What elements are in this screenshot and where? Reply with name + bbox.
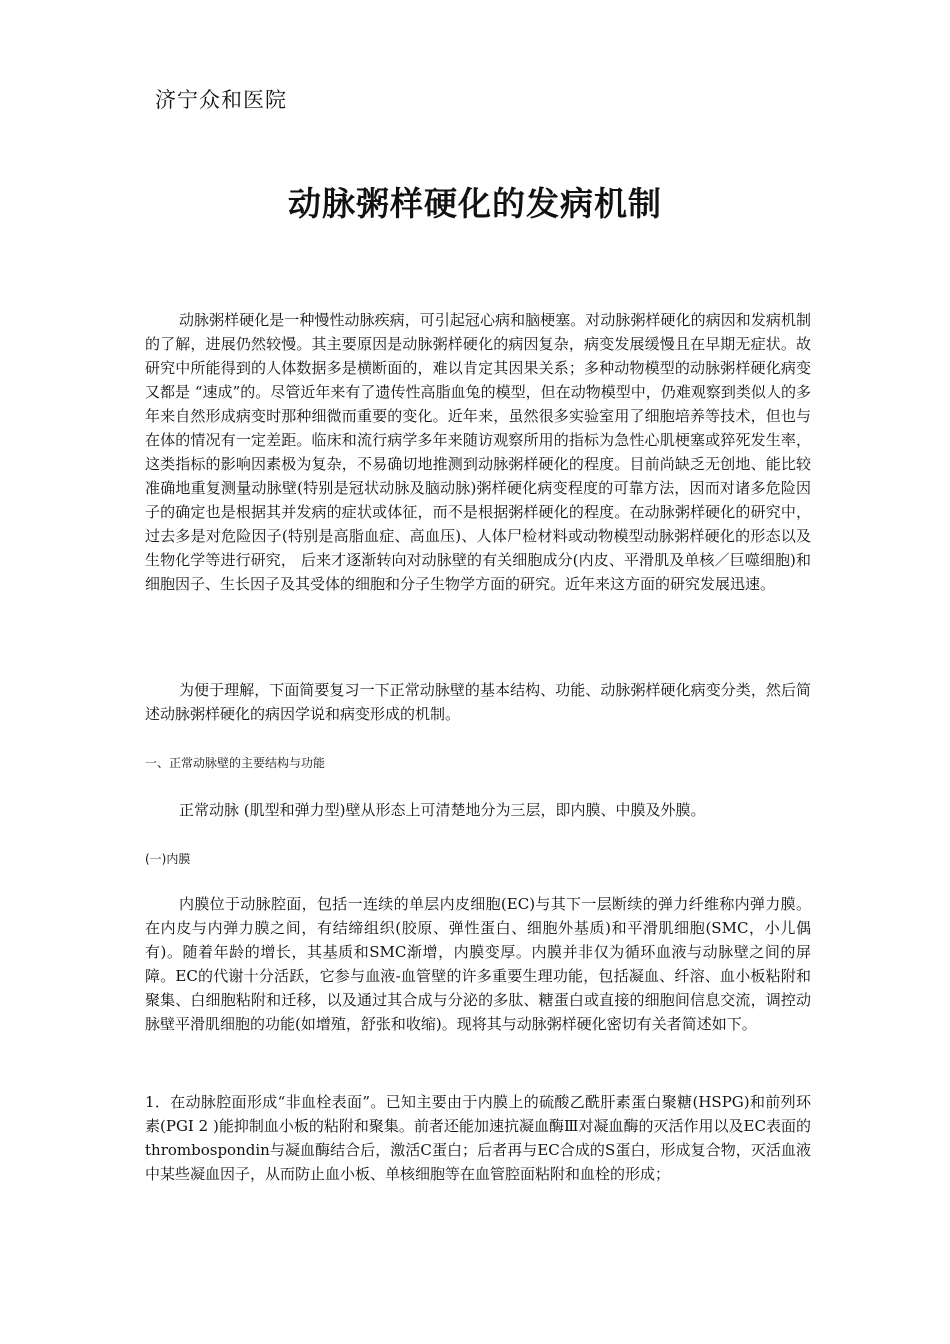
page-title: 动脉粥样硬化的发病机制 <box>288 184 662 223</box>
hospital-name: 济宁众和医院 <box>155 88 287 112</box>
overview-paragraph: 为便于理解，下面简要复习一下正常动脉壁的基本结构、功能、动脉粥样硬化病变分类，然后简述动脉粥样硬化的病因学说和病变形成的机制。 <box>145 681 811 723</box>
intima-paragraph: 内膜位于动脉腔面，包括一连续的单层内皮细胞(EC)与其下一层断续的弹力纤维称内弹力膜。在内皮与内弹力膜之间，有结缔组织(胶原、弹性蛋白、细胞外基质)和平滑肌细胞(SMC，小儿偶有)。随着年龄的增长，其基质和SMC渐增，内膜变厚。内膜并非仅为循环血液与动脉壁之间的屏障。EC的代谢十分活跃，它参与血液-血管壁的许多重要生理功能，包括凝血、纤溶、血小板粘附和聚集、白细胞粘附和迁移，以及通过其合成与分泌的多肽、糖蛋白或直接的细胞间信息交流，调控动脉壁平滑肌细胞的功能(如增殖，舒张和收缩)。现将其与动脉粥样硬化密切有关者简述如下。 <box>145 895 811 1033</box>
intro-paragraph: 动脉粥样硬化是一种慢性动脉疾病，可引起冠心病和脑梗塞。对动脉粥样硬化的病因和发病机制的了解，进展仍然较慢。其主要原因是动脉粥样硬化的病因复杂，病变发展缓慢且在早期无症状。故研究中所能得到的人体数据多是横断面的，难以肯定其因果关系；多种动物模型的动脉粥样硬化病变又都是 “速成”的。尽管近年来有了遗传性高脂血兔的模型，但在动物模型中，仍难观察到类似人的多年来自然形成病变时那种细微而重要的变化。近年来，虽然很多实验室用了细胞培养等技术，但也与在体的情况有一定差距。临床和流行病学多年来随访观察所用的指标为急性心肌梗塞或猝死发生率，这类指标的影响因素极为复杂，不易确切地推测到动脉粥样硬化的程度。目前尚缺乏无创地、能比较准确地重复测量动脉壁(特别是冠状动脉及脑动脉)粥样硬化病变程度的可靠方法，因而对诸多危险因子的确定也是根据其并发病的症状或体征，而不是根据粥样硬化的程度。在动脉粥样硬化的研究中，过去多是对危险因子(特别是高脂血症、高血压)、人体尸检材料或动物模型动脉粥样硬化的形态以及生物化学等进行研究， 后来才逐渐转向对动脉壁的有关细胞成分(内皮、平滑肌及单核／巨噬细胞)和细胞因子、生长因子及其受体的细胞和分子生物学方面的研究。近年来这方面的研究发展迅速。 <box>145 311 811 593</box>
numbered-paragraph: 1．在动脉腔面形成“非血栓表面”。已知主要由于内膜上的硫酸乙酰肝素蛋白聚糖(HSPG)和前列环素(PGI 2 )能抑制血小板的粘附和聚集。前者还能加速抗凝血酶Ⅲ对凝血酶的灭活作用以及EC表面的thrombospondin与凝血酶结合后，激活C蛋白；后者再与EC合成的S蛋白，形成复合物，灭活血液中某些凝血因子，从而防止血小板、单核细胞等在血管腔面粘附和血栓的形成； <box>145 1093 811 1183</box>
structure-paragraph: 正常动脉 (肌型和弹力型)壁从形态上可清楚地分为三层，即内膜、中膜及外膜。 <box>179 801 706 819</box>
subsection-heading: (一)内膜 <box>145 852 191 866</box>
section-heading: 一、正常动脉壁的主要结构与功能 <box>145 756 326 770</box>
